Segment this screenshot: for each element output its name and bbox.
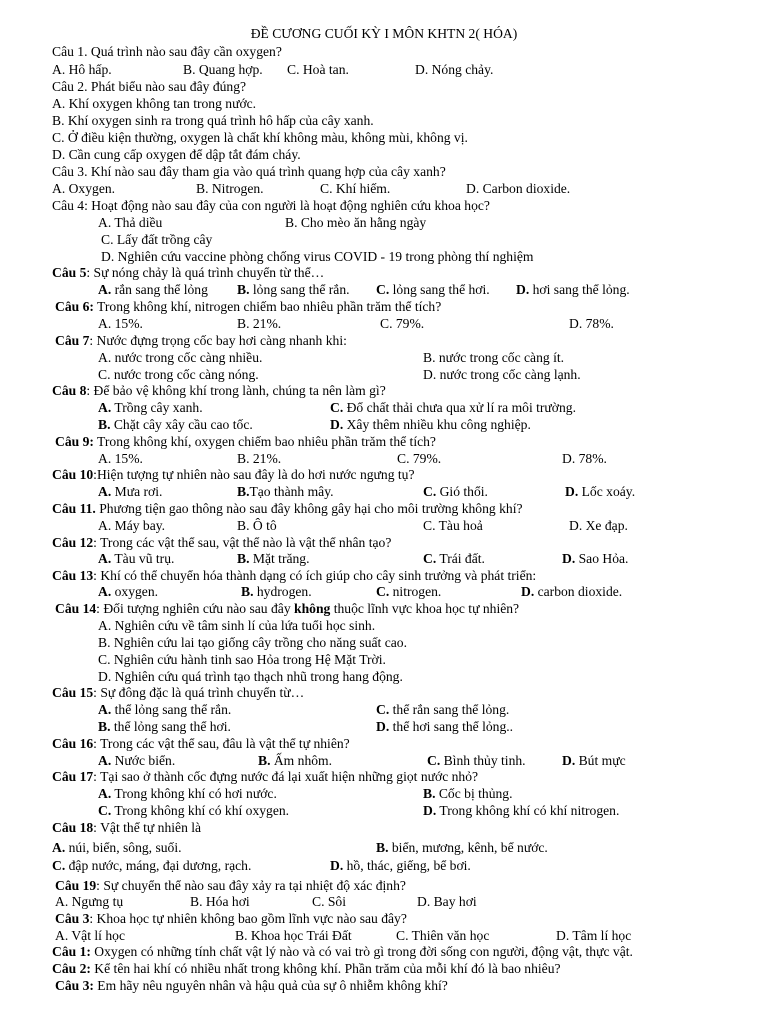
q2-option-c: C. Ở điều kiện thường, oxygen là chất khí không màu, không mùi, không vị.: [52, 130, 468, 145]
document-title: ĐỀ CƯƠNG CUỐI KỲ I MÔN KHTN 2( HÓA): [250, 26, 518, 41]
q1-option-b: B. Quang hợp.: [183, 62, 263, 77]
question-20-stem: Câu 3: Khoa học tự nhiên không bao gồm lĩnh vực nào sau đây?: [55, 911, 407, 926]
question-6-stem: Câu 6: Trong không khí, nitrogen chiếm bao nhiêu phần trăm thể tích?: [55, 299, 442, 314]
q1-option-c: C. Hoà tan.: [287, 62, 349, 77]
q18-option-a: A. núi, biển, sông, suối.: [52, 840, 182, 855]
q2-option-b: B. Khí oxygen sinh ra trong quá trình hô hấp của cây xanh.: [52, 113, 374, 128]
q3-option-b: B. Nitrogen.: [196, 181, 264, 196]
essay-question-3: Câu 3: Em hãy nêu nguyên nhân và hậu quả của sự ô nhiễm không khí?: [55, 978, 448, 993]
q7-option-d: D. nước trong cốc càng lạnh.: [423, 367, 581, 382]
q10-option-c: C. Gió thổi.: [423, 484, 488, 499]
q6-option-a: A. 15%.: [98, 316, 143, 331]
q7-option-a: A. nước trong cốc càng nhiều.: [98, 350, 263, 365]
q16-option-c: C. Bình thủy tinh.: [427, 753, 526, 768]
question-17-stem: Câu 17: Tại sao ở thành cốc đựng nước đá lại xuất hiện những giọt nước nhỏ?: [52, 769, 479, 784]
q12-option-c: C. Trái đất.: [423, 551, 485, 566]
q14-option-a: A. Nghiên cứu về tâm sinh lí của lứa tuổi học sinh.: [98, 618, 376, 633]
question-19-stem: Câu 19: Sự chuyển thể nào sau đây xảy ra tại nhiệt độ xác định?: [55, 878, 406, 893]
q9-option-b: B. 21%.: [237, 451, 282, 466]
question-14-stem: Câu 14: Đối tượng nghiên cứu nào sau đây không thuộc lĩnh vực khoa học tự nhiên?: [55, 601, 520, 616]
q19-option-c: C. Sôi: [312, 894, 346, 909]
q19-option-b: B. Hóa hơi: [190, 894, 250, 909]
q10-option-d: D. Lốc xoáy.: [565, 484, 636, 499]
q7-option-c: C. nước trong cốc càng nóng.: [98, 367, 259, 382]
question-1-stem: Câu 1. Quá trình nào sau đây cần oxygen?: [52, 44, 282, 59]
q13-option-d: D. carbon dioxide.: [521, 584, 623, 599]
q19-option-d: D. Bay hơi: [417, 894, 477, 909]
q15-option-b: B. thể lỏng sang thể hơi.: [98, 719, 231, 734]
q8-option-d: D. Xây thêm nhiều khu công nghiệp.: [330, 417, 531, 432]
q15-option-d: D. thể hơi sang thể lỏng..: [376, 719, 514, 734]
q9-option-c: C. 79%.: [397, 451, 442, 466]
q6-option-d: D. 78%.: [569, 316, 614, 331]
q11-option-c: C. Tàu hoả: [423, 518, 483, 533]
q4-option-c: C. Lấy đất trồng cây: [101, 232, 213, 247]
question-5-label: Câu 5: [52, 265, 87, 280]
q10-option-a: A. Mưa rơi.: [98, 484, 163, 499]
q11-option-a: A. Máy bay.: [98, 518, 166, 533]
q16-option-d: D. Bút mực: [562, 753, 626, 768]
q20-option-c: C. Thiên văn học: [396, 928, 490, 943]
question-4-stem: Câu 4: Hoạt động nào sau đây của con người là hoạt động nghiên cứu khoa học?: [52, 198, 490, 213]
question-15-stem: Câu 15: Sự đông đặc là quá trình chuyển từ…: [52, 685, 305, 700]
q3-option-c: C. Khí hiếm.: [320, 181, 391, 196]
q4-option-a: A. Thả diều: [98, 215, 163, 230]
q17-option-a: A. Trong không khí có hơi nước.: [98, 786, 277, 801]
q15-option-c: C. thể rắn sang thể lỏng.: [376, 702, 510, 717]
q19-option-a: A. Ngưng tụ: [55, 894, 124, 909]
q4-option-b: B. Cho mèo ăn hằng ngày: [285, 215, 427, 230]
q13-option-c: C. nitrogen.: [376, 584, 442, 599]
q12-option-d: D. Sao Hỏa.: [562, 551, 629, 566]
q8-option-c: C. Đổ chất thải chưa qua xử lí ra môi trường.: [330, 400, 576, 415]
q14-option-b: B. Nghiên cứu lai tạo giống cây trồng cho năng suất cao.: [98, 635, 407, 650]
q16-option-a: A. Nước biển.: [98, 753, 176, 768]
q6-option-b: B. 21%.: [237, 316, 282, 331]
q8-option-a: A. Trồng cây xanh.: [98, 400, 203, 415]
question-8-stem: Câu 8: Để bảo vệ không khí trong lành, chúng ta nên làm gì?: [52, 383, 386, 398]
q1-option-a: A. Hô hấp.: [52, 62, 112, 77]
q15-option-a: A. thể lỏng sang thể rắn.: [98, 702, 232, 717]
q2-option-a: A. Khí oxygen không tan trong nước.: [52, 96, 257, 111]
q8-option-b: B. Chặt cây xây cầu cao tốc.: [98, 417, 253, 432]
q7-option-b: B. nước trong cốc càng ít.: [423, 350, 565, 365]
question-13-stem: Câu 13: Khí có thể chuyển hóa thành dạng có ích giúp cho cây sinh trưởng và phát triển:: [52, 568, 537, 583]
q2-option-d: D. Cần cung cấp oxygen để dập tắt đám cháy.: [52, 147, 301, 162]
q9-option-d: D. 78%.: [562, 451, 607, 466]
q9-option-a: A. 15%.: [98, 451, 143, 466]
q5-option-b: B. lỏng sang thể rắn.: [237, 282, 350, 297]
q14-option-d: D. Nghiên cứu quá trình tạo thạch nhũ trong hang động.: [98, 669, 403, 684]
question-12-stem: Câu 12: Trong các vật thể sau, vật thể nào là vật thể nhân tạo?: [52, 535, 392, 550]
q20-option-a: A. Vật lí học: [55, 928, 125, 943]
q5-option-a: A. rắn sang thể lỏng: [98, 282, 208, 297]
q17-option-c: C. Trong không khí có khí oxygen.: [98, 803, 290, 818]
q11-option-d: D. Xe đạp.: [569, 518, 628, 533]
question-9-stem: Câu 9: Trong không khí, oxygen chiếm bao nhiêu phần trăm thể tích?: [55, 434, 436, 449]
q18-option-b: B. biển, mương, kênh, bể nước.: [376, 840, 548, 855]
question-5-stem: Câu 5: Sự nóng chảy là quá trình chuyển từ thể…: [52, 265, 325, 280]
question-11-stem: Câu 11. Phương tiện gao thông nào sau đây không gây hại cho môi trường không khí?: [52, 501, 523, 516]
essay-question-2: Câu 2: Kể tên hai khí có nhiều nhất trong không khí. Phần trăm của mỗi khí đó là bao nhiêu?: [52, 961, 561, 976]
q4-option-d: D. Nghiên cứu vaccine phòng chống virus COVID - 19 trong phòng thí nghiệm: [101, 249, 534, 264]
question-18-stem: Câu 18: Vật thể tự nhiên là: [52, 820, 202, 835]
q17-option-d: D. Trong không khí có khí nitrogen.: [423, 803, 620, 818]
question-16-stem: Câu 16: Trong các vật thể sau, đâu là vật thể tự nhiên?: [52, 736, 350, 751]
q5-option-c: C. lỏng sang thể hơi.: [376, 282, 490, 297]
q18-option-c: C. đập nước, máng, đại dương, rạch.: [52, 858, 252, 873]
question-7-stem: Câu 7: Nước đựng trọng cốc bay hơi càng nhanh khi:: [55, 333, 347, 348]
question-2-stem: Câu 2. Phát biểu nào sau đây đúng?: [52, 79, 247, 94]
question-3-stem: Câu 3. Khí nào sau đây tham gia vào quá trình quang hợp của cây xanh?: [52, 164, 446, 179]
q5-option-d: D. hơi sang thể lỏng.: [516, 282, 630, 297]
q12-option-a: A. Tàu vũ trụ.: [98, 551, 175, 566]
q13-option-b: B. hydrogen.: [241, 584, 312, 599]
q12-option-b: B. Mặt trăng.: [237, 551, 310, 566]
q20-option-b: B. Khoa học Trái Đất: [235, 928, 352, 943]
q10-option-b: B.Tạo thành mây.: [237, 484, 334, 499]
q17-option-b: B. Cốc bị thủng.: [423, 786, 513, 801]
q14-option-c: C. Nghiên cứu hành tinh sao Hỏa trong Hệ Mặt Trời.: [98, 652, 386, 667]
q1-option-d: D. Nóng chảy.: [415, 62, 494, 77]
q16-option-b: B. Ấm nhôm.: [258, 753, 333, 768]
q13-option-a: A. oxygen.: [98, 584, 159, 599]
q18-option-d: D. hồ, thác, giếng, bể bơi.: [330, 858, 471, 873]
q11-option-b: B. Ô tô: [237, 518, 277, 533]
q3-option-d: D. Carbon dioxide.: [466, 181, 571, 196]
question-10-stem: Câu 10:Hiện tượng tự nhiên nào sau đây là do hơi nước ngưng tụ?: [52, 467, 415, 482]
q3-option-a: A. Oxygen.: [52, 181, 116, 196]
q20-option-d: D. Tâm lí học: [556, 928, 632, 943]
q6-option-c: C. 79%.: [380, 316, 425, 331]
essay-question-1: Câu 1: Oxygen có những tính chất vật lý nào và có vai trò gì trong đời sống con người, động vật, thực vật.: [52, 944, 633, 959]
